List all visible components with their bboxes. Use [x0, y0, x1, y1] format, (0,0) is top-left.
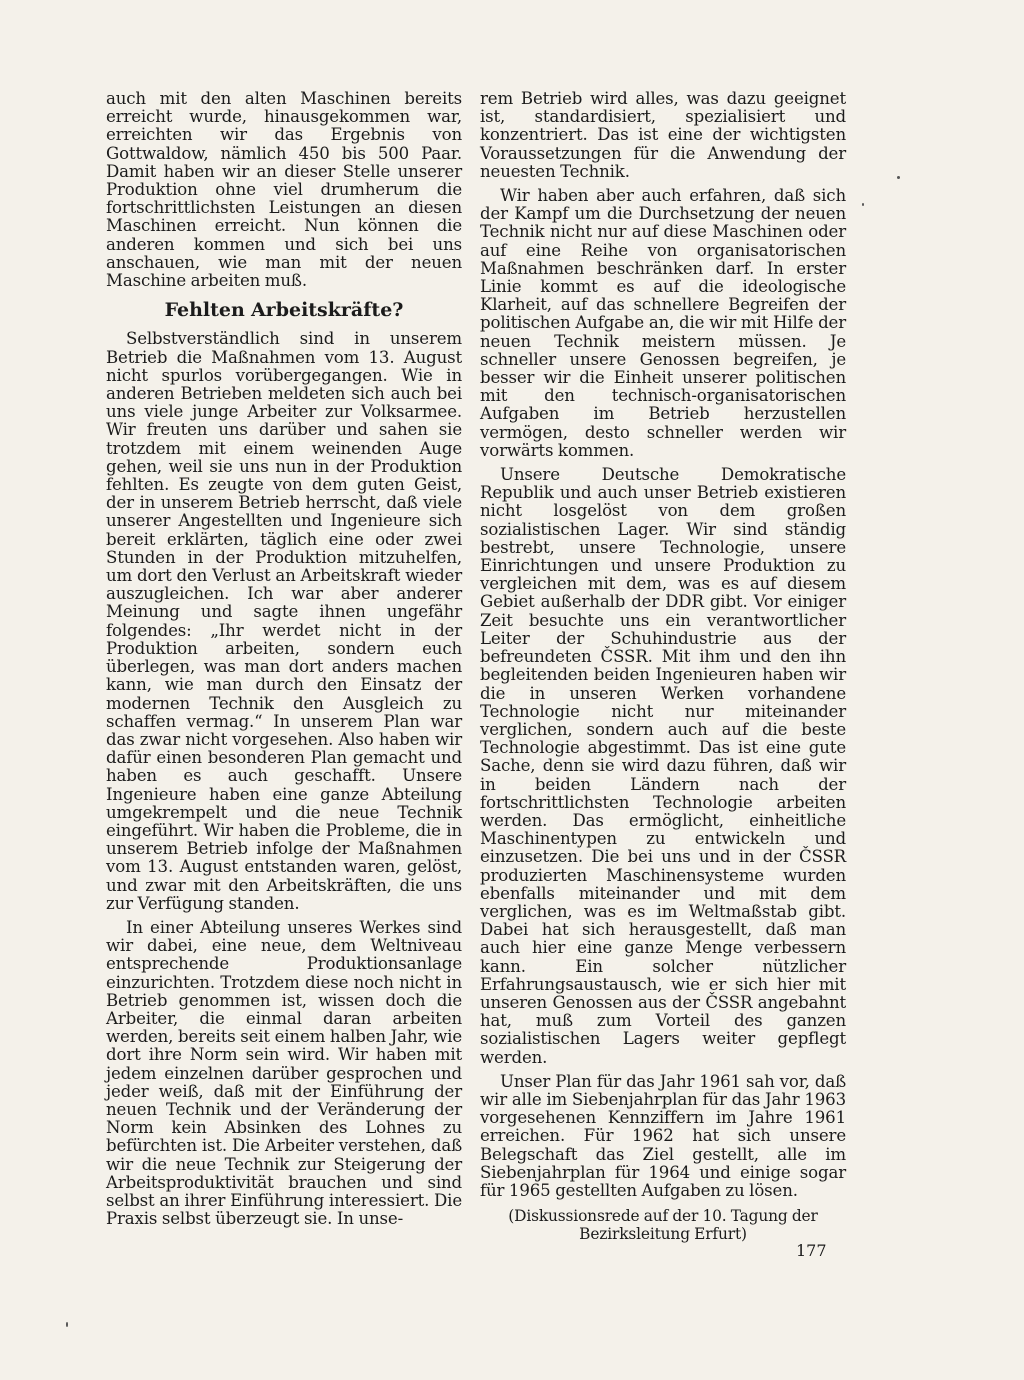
left-column: [106, 90, 462, 1234]
source-note-line: Bezirksleitung Erfurt): [579, 1224, 747, 1243]
scan-speck: [862, 203, 864, 206]
paragraph: In einer Abteilung unseres Werkes sind wir dabei, eine neue, dem Weltniveau entsprechende Produktionsanlage einzurichten. Trotzdem diese noch nicht in Betrieb genommen ist, wissen doch die Arbeiter, die einmal daran arbeiten werden, bereits seit einem halben Jahr, wie dort ihre Norm sein wird. Wir haben mit jedem einzelnen darüber gesprochen und jeder weiß, daß mit der Einführung der neuen Technik und der Veränderung der Norm kein Absinken des Lohnes zu befürchten ist. Die Arbeiter verstehen, daß wir die neue Technik zur Steigerung der Arbeitsproduktivität brauchen und sind selbst an ihrer Einführung interessiert. Die Praxis selbst überzeugt sie. In unse-: [106, 917, 462, 1229]
source-note-line: (Diskussionsrede auf der 10. Tagung der: [508, 1207, 818, 1226]
page-number: 177: [796, 1241, 827, 1260]
source-note: [480, 1208, 846, 1243]
scan-speck: [897, 176, 900, 179]
scan-speck: [66, 1322, 68, 1327]
paragraph: Unser Plan für das Jahr 1961 sah vor, daß wir alle im Siebenjahrplan für das Jahr 1963 vorgesehenen Kennziffern im Jahre 1961 erreichen. Für 1962 hat sich unsere Belegschaft das Ziel gestellt, alle im Siebenjahrplan für 1964 und einige sogar für 1965 gestellten Aufgaben zu lösen.: [480, 1071, 846, 1200]
paragraph: auch mit den alten Maschinen bereits erreicht wurde, hinausgekommen war, erreichten wir das Ergebnis von Gottwaldow, nämlich 450 bis 500 Paar. Damit haben wir an dieser Stelle unserer Produktion ohne viel drumherum die fortschrittlichsten Leistungen an diesen Maschinen erreicht. Nun können die anderen kommen und sich bei uns anschauen, wie man mit der neuen Maschine arbeiten muß.: [106, 89, 462, 291]
paragraph: Unsere Deutsche Demokratische Republik und auch unser Betrieb existieren nicht losgelöst von dem großen sozialistischen Lager. Wir sind ständig bestrebt, unsere Technologie, unsere Einrichtungen und unsere Produktion zu vergleichen mit dem, was es auf diesem Gebiet außerhalb der DDR gibt. Vor einiger Zeit besuchte uns ein verantwortlicher Leiter der Schuhindustrie aus der befreundeten ČSSR. Mit ihm und den ihn begleitenden beiden Ingenieuren haben wir die in unseren Werken vorhandene Technologie nicht nur miteinander verglichen, sondern auch auf die beste Technologie abgestimmt. Das ist eine gute Sache, denn sie wird dazu führen, daß wir in beiden Ländern nach der fortschrittlichsten Technologie arbeiten werden. Das ermöglicht, einheitliche Maschinentypen zu entwickeln und einzusetzen. Die bei uns und in der ČSSR produzierten Maschinensysteme wurden ebenfalls miteinander und mit dem verglichen, was es im Weltmaßstab gibt. Dabei hat sich herausgestellt, daß man auch hier eine ganze Menge verbessern kann. Ein solcher nützlicher Erfahrungsaustausch, wie er sich hier mit unseren Genossen aus der ČSSR angebahnt hat, muß zum Vorteil des ganzen sozialistischen Lagers weiter gepflegt werden.: [480, 465, 846, 1067]
paragraph: Selbstverständlich sind in unserem Betrieb die Maßnahmen vom 13. August nicht spurlos vorübergegangen. Wie in anderen Betrieben meldeten sich auch bei uns viele junge Arbeiter zur Volksarmee. Wir freuten uns darüber und sahen sie trotzdem mit einem weinenden Auge gehen, weil sie uns nun in der Produktion fehlten. Es zeugte von dem guten Geist, der in unserem Betrieb herrscht, daß viele unserer Angestellten und Ingenieure sich bereit erklärten, täglich eine oder zwei Stunden in der Produktion mitzuhelfen, um dort den Verlust an Arbeitskraft wieder auszugleichen. Ich war aber anderer Meinung und sagte ihnen ungefähr folgendes: „Ihr werdet nicht in der Produktion arbeiten, sondern euch überlegen, was man dort anders machen kann, wie man durch den Einsatz der modernen Technik den Ausgleich zu schaffen vermag.“ In unserem Plan war das zwar nicht vorgesehen. Also haben wir dafür einen besonderen Plan gemacht und haben es auch geschafft. Unsere Ingenieure haben eine ganze Abteilung umgekrempelt und die neue Technik eingeführt. Wir haben die Probleme, die in unserem Betrieb infolge der Maßnahmen vom 13. August entstanden waren, gelöst, und zwar mit den Arbeitskräften, die uns zur Verfügung standen.: [106, 329, 462, 913]
paragraph: Wir haben aber auch erfahren, daß sich der Kampf um die Durchsetzung der neuen Technik nicht nur auf diese Maschinen oder auf eine Reihe von organisatorischen Maßnahmen beschränken darf. In erster Linie kommt es auf die ideologische Klarheit, auf das schnellere Begreifen der politischen Aufgabe an, die wir mit Hilfe der neuen Technik meistern müssen. Je schneller unsere Genossen begreifen, je besser wir die Einheit unserer politischen mit den technisch-organisatorischen Aufgaben im Betrieb herzustellen vermögen, desto schneller werden wir vorwärts kommen.: [480, 186, 846, 460]
section-heading: Fehlten Arbeitskräfte?: [164, 299, 404, 322]
right-column: [480, 90, 846, 1243]
paragraph: rem Betrieb wird alles, was dazu geeignet ist, standardisiert, spezialisiert und konzentriert. Das ist eine der wichtigsten Voraussetzungen für die Anwendung der neuesten Technik.: [480, 89, 846, 181]
